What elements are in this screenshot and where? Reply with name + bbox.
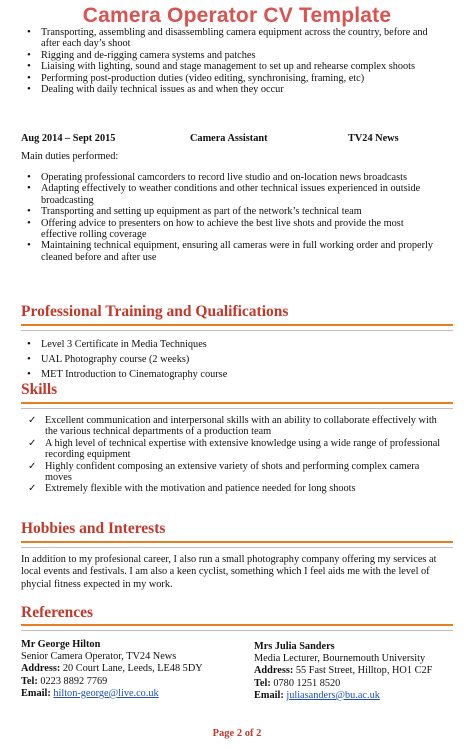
training-rule-secondary — [21, 330, 453, 331]
list-item: • Offering advice to presenters on how to achieve the best live shots and provide the most effective rolling coverage — [21, 218, 441, 241]
skills-heading: Skills — [21, 381, 63, 399]
hobbies-text: In addition to my profesional career, I also run a small photography company offering my services at local events and festivals. I am also a keen cyclist, something which I feel aids me with the level of phycial fitness expected in my work. — [21, 554, 437, 590]
references-rule-secondary — [21, 630, 453, 631]
training-heading: Professional Training and Qualifications — [21, 303, 289, 320]
training-list — [21, 337, 441, 382]
list-item: ✓ A high level of technical expertise with extensive knowledge using a wide range of professional recording equipment — [21, 438, 441, 461]
list-item: • Performing post-production duties (video editing, synchronising, framing, etc) — [21, 73, 441, 84]
reference-email-link[interactable]: juliasanders@bu.ac.uk — [286, 689, 380, 701]
skills-list — [21, 415, 441, 495]
list-item: • Dealing with daily technical issues as and when they occur — [21, 84, 441, 95]
list-item: • Maintaining technical equipment, ensuring all cameras were in full working order and properly cleaned before and after use — [21, 240, 441, 263]
hobbies-rule-secondary — [21, 547, 453, 548]
email-label: Email: — [21, 687, 51, 699]
job-intro: Main duties performed: — [21, 151, 119, 162]
reference-position: Media Lecturer, Bournemouth University — [254, 653, 426, 665]
job-dates: Aug 2014 – Sept 2015 — [21, 133, 116, 144]
address-label: Address: — [21, 663, 61, 675]
tel-label: Tel: — [21, 675, 38, 687]
list-item: ✓ Highly confident composing an extensive variety of shots and performing complex camera moves — [21, 461, 441, 484]
reference-tel: 0780 1251 8520 — [273, 677, 341, 689]
hobbies-heading: Hobbies and Interests — [21, 520, 166, 537]
previous-job-bullet-list — [21, 27, 441, 95]
list-item: • Level 3 Certificate in Media Techniques — [21, 337, 441, 352]
skills-rule — [21, 402, 453, 404]
job-employer: TV24 News — [348, 133, 399, 144]
reference-address: 20 Court Lane, Leeds, LE48 5DY — [62, 663, 203, 675]
list-item: • Liaising with lighting, sound and stage management to set up and rehearse complex shoots — [21, 61, 441, 72]
list-item: • Adapting effectively to weather conditions and other technical issues experienced in outside broadcasting — [21, 183, 441, 206]
references-rule — [21, 624, 453, 626]
job-duties-list — [21, 172, 441, 263]
list-item: • UAL Photography course (2 weeks) — [21, 352, 441, 367]
document-title: Camera Operator CV Template — [82, 4, 392, 27]
job-role: Camera Assistant — [190, 133, 268, 144]
reference-name: Mrs Julia Sanders — [254, 641, 335, 652]
list-item: • Operating professional camcorders to record live studio and on-location news broadcasts — [21, 172, 441, 183]
reference-tel: 0223 8892 7769 — [40, 675, 108, 687]
reference-address: 55 Fast Street, Hilltop, HO1 C2F — [295, 665, 433, 677]
list-item: • MET Introduction to Cinematography course — [21, 367, 441, 382]
tel-label: Tel: — [254, 677, 271, 689]
skills-rule-secondary — [21, 408, 453, 409]
address-label: Address: — [254, 665, 294, 677]
references-heading: References — [21, 604, 94, 621]
training-rule — [21, 324, 453, 326]
list-item: ✓ Extremely flexible with the motivation and patience needed for long shoots — [21, 483, 441, 494]
reference-right — [254, 641, 464, 702]
hobbies-rule — [21, 541, 453, 543]
email-label: Email: — [254, 689, 284, 701]
list-item: ✓ Excellent communication and interpersonal skills with an ability to collaborate effectively with the various technical departments of a production team — [21, 415, 441, 438]
page-number: Page 2 of 2 — [212, 728, 262, 739]
reference-left — [21, 639, 249, 700]
reference-position: Senior Camera Operator, TV24 News — [21, 651, 177, 663]
list-item: • Transporting, assembling and disassembling camera equipment across the country, before and after each day’s shoot — [21, 27, 441, 50]
reference-email-link[interactable]: hilton-george@live.co.uk — [53, 687, 159, 699]
reference-name: Mr George Hilton — [21, 639, 101, 650]
list-item: • Rigging and de-rigging camera systems and patches — [21, 50, 441, 61]
list-item: • Transporting and setting up equipment as part of the network’s technical team — [21, 206, 441, 217]
